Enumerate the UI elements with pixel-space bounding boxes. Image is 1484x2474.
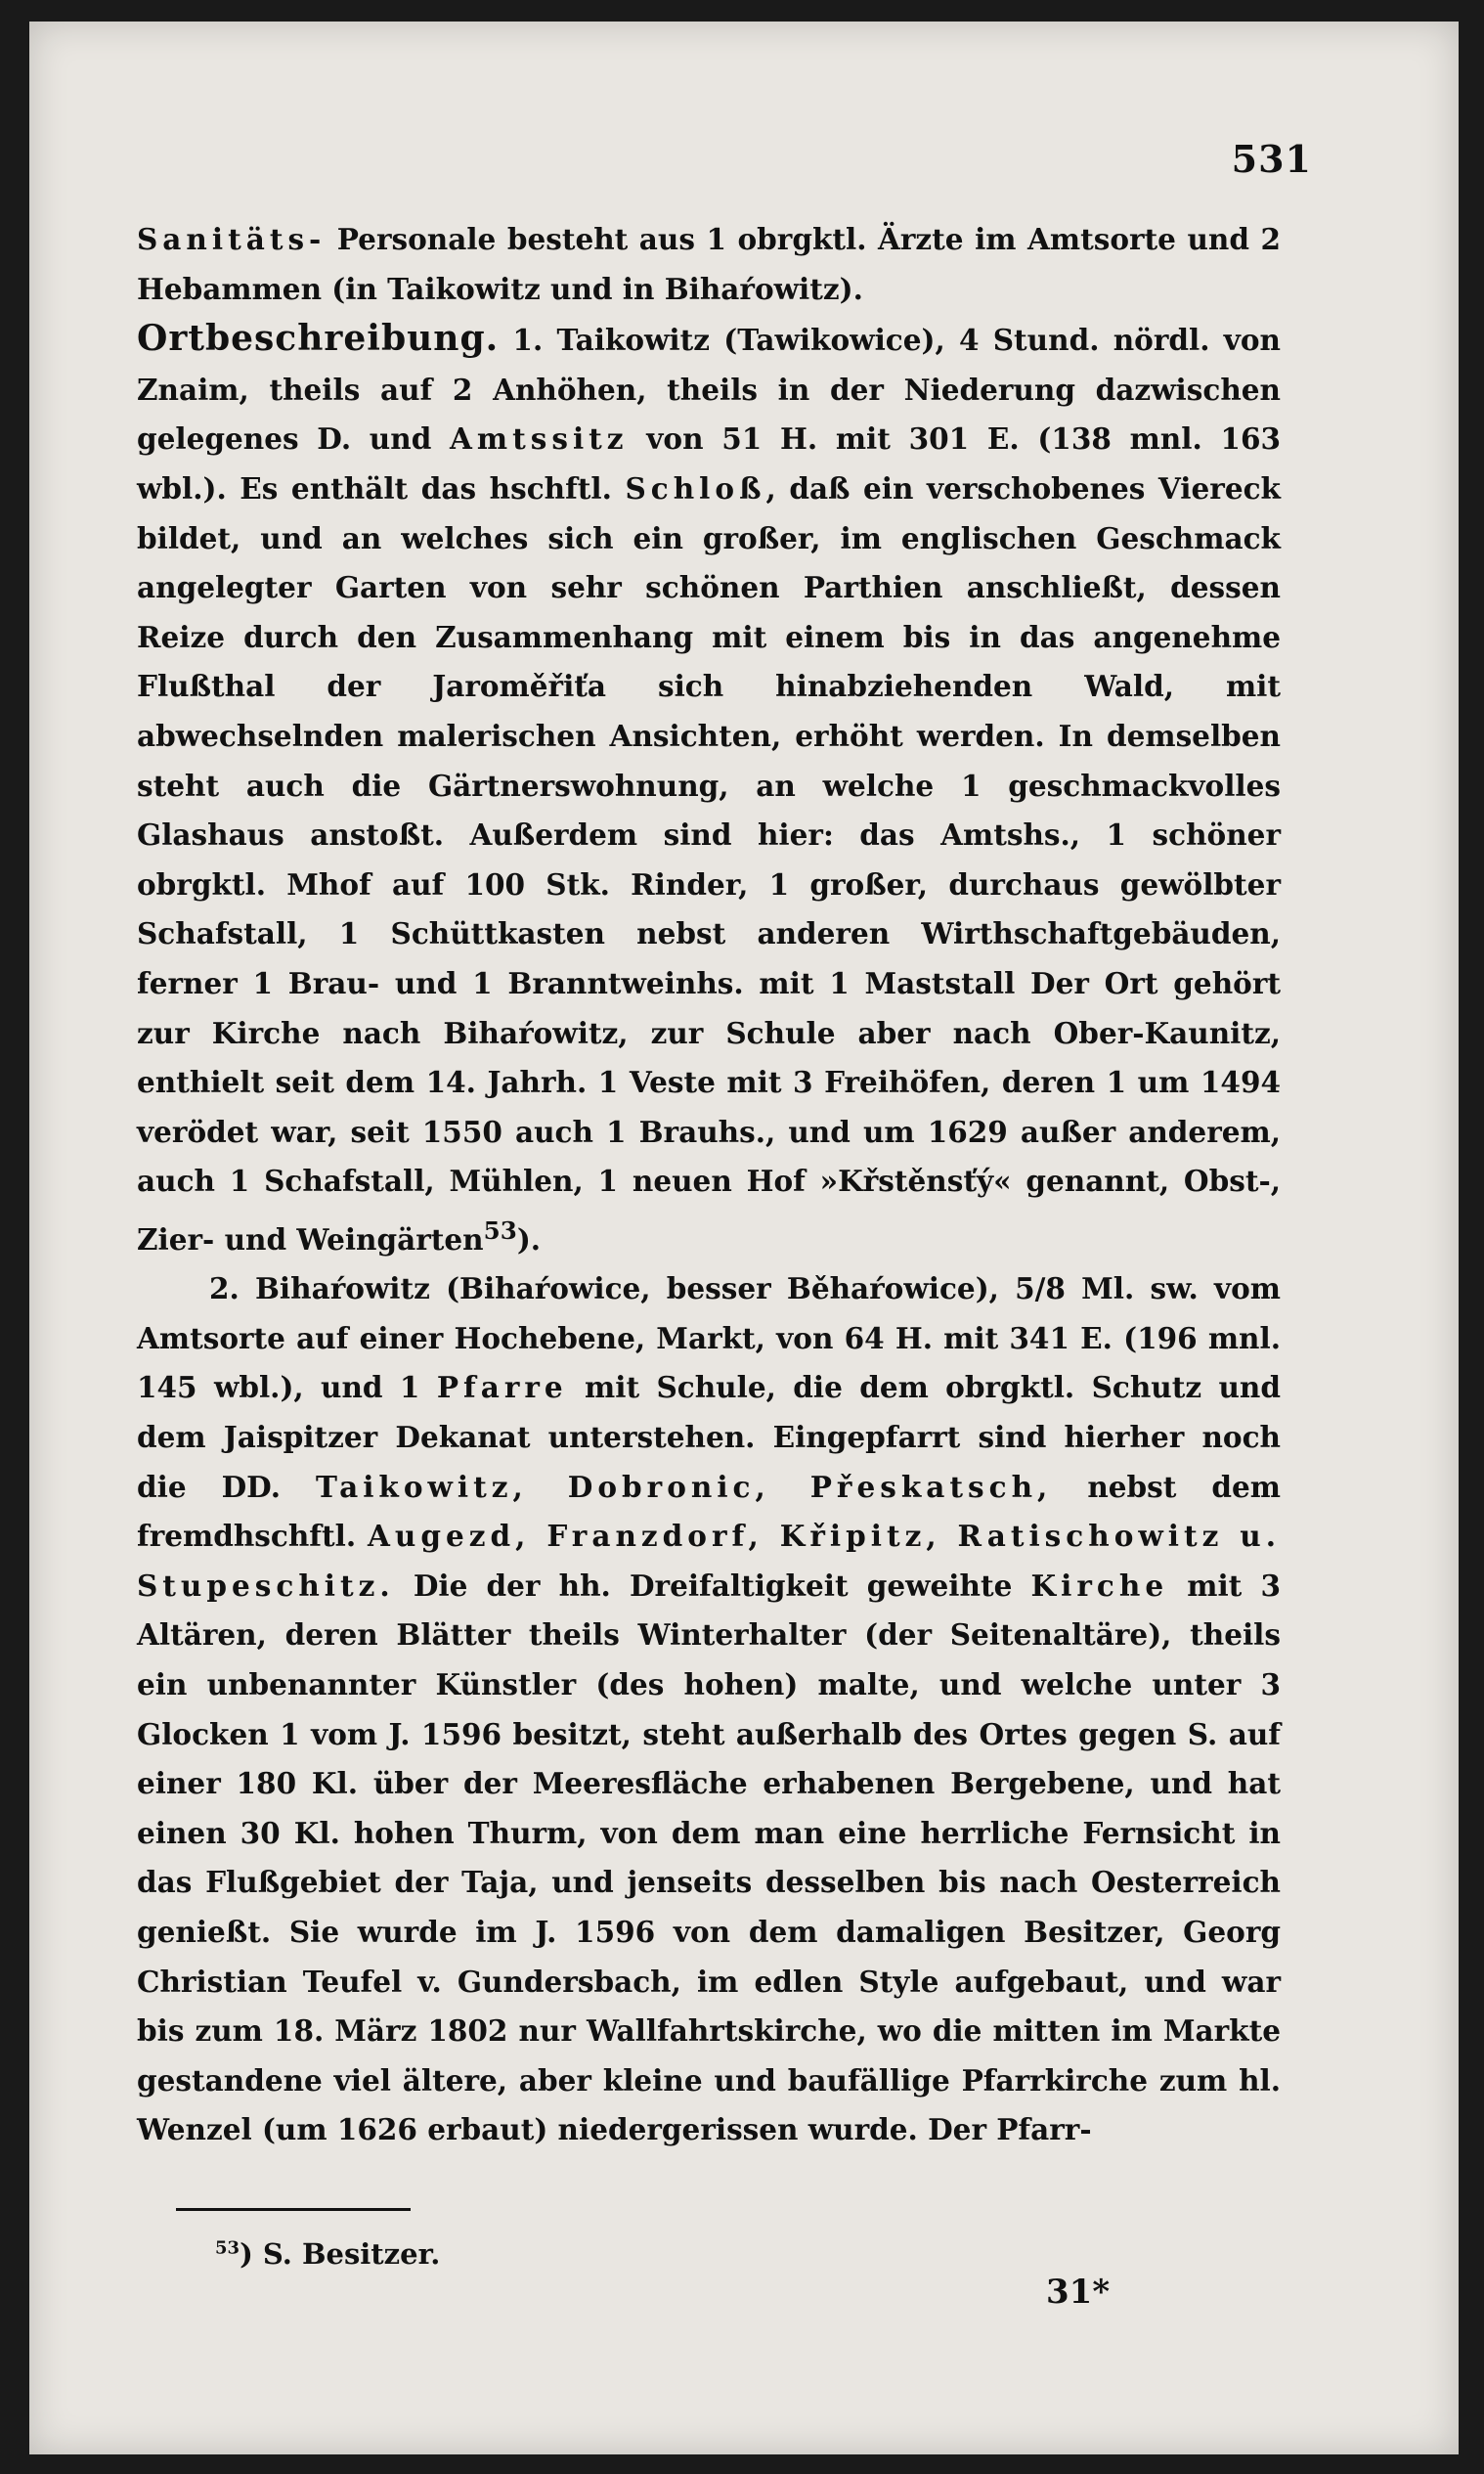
- paragraph-text: 2. Bihaŕowitz (Bihaŕowice, besser Běhaŕowice),: [209, 1271, 1016, 1306]
- page-number: 531: [1231, 137, 1312, 181]
- spaced-emphasis-text: Sanitäts-: [137, 222, 327, 256]
- spaced-emphasis-text: Amtssitz: [450, 421, 629, 457]
- paragraph-text: ).: [516, 1221, 542, 1257]
- section-heading: Ortbeschreibung.: [137, 318, 500, 360]
- footnote-marker: 53: [215, 2237, 240, 2259]
- spaced-emphasis-text: Taikowitz, Dobronic, Přeskatsch,: [315, 1469, 1053, 1504]
- book-page: [29, 22, 1459, 2454]
- footnote-text: ) S. Besitzer.: [240, 2237, 441, 2271]
- paragraph-text: 1. Taikowitz (Tawikowice), 4 Stund. nördl. von Znaim, theils auf 2 Anhöhen, theils in der Niederung dazwischen gelegenes D. und: [137, 323, 1281, 457]
- fraction: 5/8: [1015, 1271, 1066, 1306]
- paragraph: [137, 314, 1281, 1264]
- paragraph-text: , daß ein verschobenes Viereck bildet, und an welches sich ein großer, im englischen Geschmack angelegter Garten von sehr schönen Parthien anschließt, dessen Reize durch den Zusammenhang mit einem bis in das angenehme Flußthal der Jaroměřiťa sich hinabziehenden Wald, mit abwechselnden malerischen Ansichten, erhöht werden. In demselben steht auch die Gärtnerswohnung, an welche 1 geschmackvolles Glashaus anstoßt. Außerdem sind hier: das Amtshs., 1 schöner obrgktl. Mhof auf 100 Stk. Rinder, 1 großer, durchaus gewölbter Schafstall, 1 Schüttkasten nebst anderen Wirthschaftgebäuden, ferner 1 Brau- und 1 Branntweinhs. mit 1 Maststall Der Ort gehört zur Kirche nach Bihaŕowitz, zur Schule aber nach Ober-Kaunitz, enthielt seit dem 14. Jahrh. 1 Veste mit 3 Freihöfen, deren 1 um 1494 verödet war, seit 1550 auch 1 Brauhs., und um 1629 außer anderem, auch 1 Schafstall, Mühlen, 1 neuen Hof »Křstěnsťý« genannt, Obst-, Zier- und Weingärten: [137, 470, 1281, 1257]
- printer-signature-mark: 31*: [1046, 2273, 1111, 2312]
- paragraph: [137, 1264, 1281, 2155]
- footnote-divider: [176, 2208, 411, 2211]
- spaced-emphasis-text: Pfarre: [436, 1370, 568, 1405]
- body-text: [137, 215, 1281, 2155]
- paragraph-text: Personale besteht aus 1 obrgktl. Ärzte im Amtsorte und 2 Hebammen (in Taikowitz und in Bihaŕowitz).: [137, 222, 1281, 306]
- paragraph-text: mit 3 Altären, deren Blätter theils Winterhalter (der Seitenaltäre), theils ein unbenannter Künstler (des hohen) malte, und welche unter 3 Glocken 1 vom J. 1596 besitzt, steht außerhalb des Ortes gegen S. auf einer 180 Kl. über der Meeresfläche erhabenen Bergebene, und hat einen 30 Kl. hohen Thurm, von dem man eine herrliche Fernsicht in das Flußgebiet der Taja, und jenseits desselben bis nach Oesterreich genießt. Sie wurde im J. 1596 von dem damaligen Besitzer, Georg Christian Teufel v. Gundersbach, im edlen Style aufgebaut, und war bis zum 18. März 1802 nur Wallfahrtskirche, wo die mitten im Markte gestandene viel ältere, aber kleine und baufällige Pfarrkirche zum hl. Wenzel (um 1626 erbaut) niedergerissen wurde. Der Pfarr-: [137, 1568, 1281, 2147]
- paragraph-text: Ml. sw. vom Amtsorte auf einer Hochebene, Markt, von 64 H. mit 341 E. (196 mnl. 145 wbl.), und 1: [137, 1271, 1282, 1405]
- paragraph: [137, 215, 1281, 314]
- paragraph-text: nebst dem fremdhschftl.: [137, 1469, 1281, 1554]
- paragraph-text: von 51 H. mit 301 E. (138 mnl. 163 wbl.). Es enthält das hschftl.: [137, 421, 1281, 506]
- spaced-emphasis-text: Augezd, Franzdorf, Křipitz, Ratischowitz u. Stupeschitz.: [137, 1519, 1282, 1603]
- footnote: [215, 2237, 440, 2271]
- spaced-emphasis-text: Kirche: [1030, 1568, 1169, 1603]
- paragraph-text: Die der hh. Dreifaltigkeit geweihte: [394, 1568, 1031, 1603]
- spaced-emphasis-text: Schloß: [625, 470, 766, 506]
- footnote-reference: 53: [483, 1215, 517, 1245]
- paragraph-text: mit Schule, die dem obrgktl. Schutz und dem Jaispitzer Dekanat unterstehen. Eingepfarrt sind hierher noch die DD.: [137, 1370, 1281, 1504]
